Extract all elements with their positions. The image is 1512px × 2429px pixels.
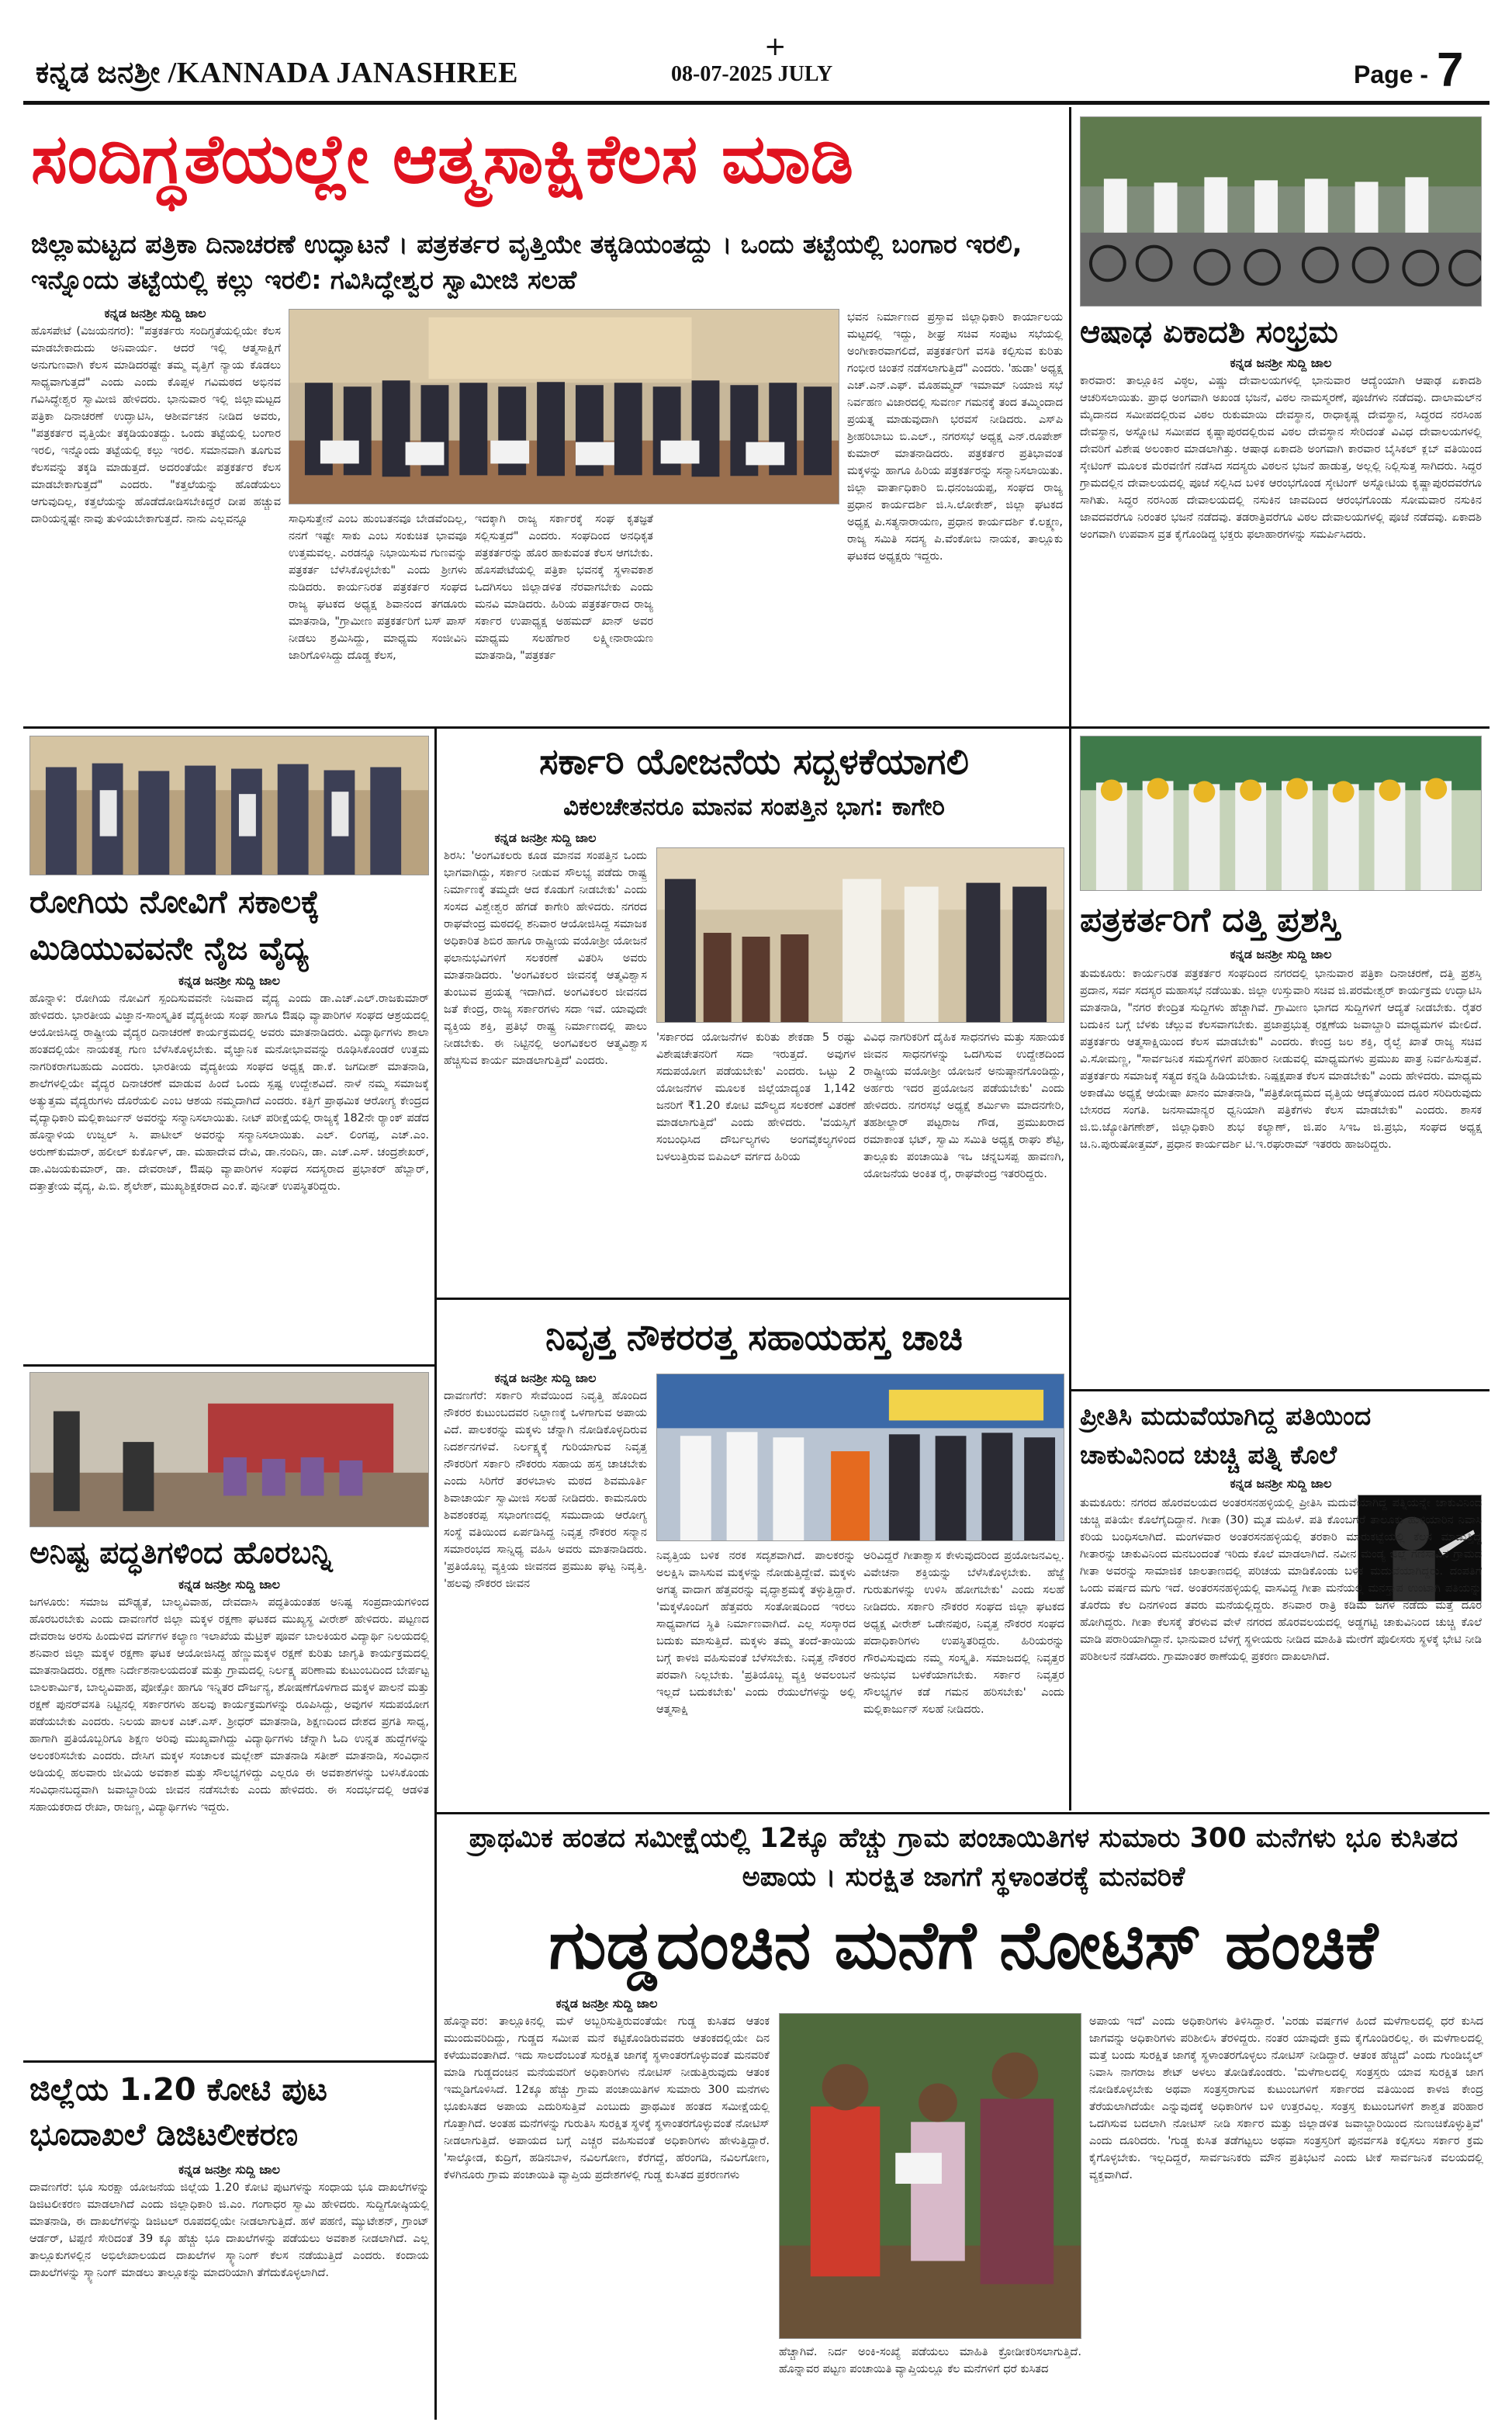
lead-body-col4: ಭವನ ನಿರ್ಮಾಣದ ಪ್ರಸ್ತಾವ ಜಿಲ್ಲಾಧಿಕಾರಿ ಕಾರ್ಯಾಲಯ ಮಟ್ಟದಲ್ಲಿ ಇದ್ದು, ಶೀಘ್ರ ಸಚಿವ ಸಂಪುಟ ಸಭೆಯಲ್ಲಿ ಅಂಗೀಕಾರವಾಗಲಿದೆ, ಪತ್ರಕರ್ತರಿಗೆ ವಸತಿ ಕಲ್ಪಿಸುವ ಕುರಿತು ಗಂಭೀರ ಚಿಂತನೆ ನಡೆಸಲಾಗುತ್ತಿದೆ" ಎಂದರು. 'ಹುಡಾ' ಅಧ್ಯಕ್ಷ ಎಚ್.ಎನ್.ಎಫ್. ಮೊಹಮ್ಮದ್ ಇಮಾಮ್ ನಿಯಾಜಿ ಸಭೆ ನಿರ್ವಹಣ ವಿಜಾರದಲ್ಲಿ ಸುವರ್ಣ ಗಮನಕ್ಕೆ ತಂದ ತಮ್ಮಿಂದಾದ ಪ್ರಯತ್ನ ಮಾಡುವುದಾಗಿ ಭರವಸೆ ನೀಡಿದರು. ಎಸ್‌ಪಿ ಶ್ರೀಹರಿಬಾಬು ಬಿ.ಎಲ್., ನಗರಸಭೆ ಅಧ್ಯಕ್ಷ ಎನ್.ರೂಪೇಶ್ ಕುಮಾರ್ ಮಾತನಾಡಿದರು. ಪತ್ರಕರ್ತರ ಪ್ರತಿಭಾವಂತ ಮಕ್ಕಳನ್ನು ಹಾಗೂ ಹಿರಿಯ ಪತ್ರಕರ್ತರನ್ನು ಸನ್ಮಾನಿಸಲಾಯಿತು. ಜಿಲ್ಲಾ ವಾರ್ತಾಧಿಕಾರಿ ಬಿ.ಧನಂಜಯಪ್ಪ, ಸಂಘದ ರಾಜ್ಯ ಪ್ರಧಾನ ಕಾರ್ಯದರ್ಶಿ ಜಿ.ಸಿ.ಲೋಕೇಶ್, ಜಿಲ್ಲಾ ಘಟಕದ ಅಧ್ಯಕ್ಷ ಪಿ.ಸತ್ಯನಾರಾಯಣ, ಪ್ರಧಾನ ಕಾರ್ಯದರ್ಶಿ ಕೆ.ಲಕ್ಷ್ಮಣ, ರಾಜ್ಯ ಸಮಿತಿ ಸದಸ್ಯ ಪಿ.ವೆಂಕೋಬ ನಾಯಕ, ತಾಲ್ಲೂಕು ಘಟಕದ ಅಧ್ಯಕ್ಷರು ಇದ್ದರು. <box>847 311 1063 563</box>
page-label: Page - <box>1354 61 1429 88</box>
masthead-title: ಕನ್ನಡ ಜನಶ್ರೀ /KANNADA JANASHREE <box>36 57 518 89</box>
retired-body-col1: ದಾವಣಗೆರೆ: ಸರ್ಕಾರಿ ಸೇವೆಯಿಂದ ನಿವೃತ್ತಿ ಹೊಂದಿದ ನೌಕರರ ಕುಟುಂಬದವರ ನಿಲ್ದಾಣಕ್ಕೆ ಒಳಗಾಗುವ ಅಪಾಯ ವಿದೆ. ಪಾಲಕರನ್ನು ಮಕ್ಕಳು ಚೆನ್ನಾಗಿ ನೋಡಿಕೊಳ್ಳದಿರುವ ನಿದರ್ಶನಗಳಿವೆ. ನಿರ್ಲಕ್ಷ್ಯಕ್ಕೆ ಗುರಿಯಾಗುವ ನಿವೃತ್ತ ನೌಕರರಿಗೆ ಸರ್ಕಾರಿ ನೌಕರರು ಸಹಾಯ ಹಸ್ತ ಚಾಚಬೇಕು ಎಂದು ಸಿರಿಗೆರೆ ತರಳಬಾಳು ಮಠದ ಶಿವಮೂರ್ತಿ ಶಿವಾಚಾರ್ಯ ಸ್ವಾಮೀಜಿ ಸಲಹೆ ನೀಡಿದರು. ಕಾಮನೂರು ಶಿವಶಂಕರಪ್ಪ ಸಭಾಂಗಣದಲ್ಲಿ ಸಮುದಾಯ ಆರೋಗ್ಯ ಸಂಸ್ಥೆ ವತಿಯಿಂದ ಏರ್ಪಡಿಸಿದ್ದ ನಿವೃತ್ತ ನೌಕರರ ಸನ್ಮಾನ ಸಮಾರಂಭದ ಸಾನ್ನಿಧ್ಯ ವಹಿಸಿ ಅವರು ಮಾತನಾಡಿದರು. 'ಪ್ರತಿಯೊಬ್ಬ ವ್ಯಕ್ತಿಯ ಜೀವನದ ಪ್ರಮುಖ ಘಟ್ಟ ನಿವೃತ್ತಿ. 'ಹಲವು ನೌಕರರ ಜೀವನ <box>444 1390 647 1590</box>
column-divider <box>434 728 437 2420</box>
scheme-headline: ಸರ್ಕಾರಿ ಯೋಜನೆಯ ಸದ್ಬಳಕೆಯಾಗಲಿ <box>539 740 969 782</box>
murder-body: ತುಮಕೂರು: ನಗರದ ಹೊರವಲಯದ ಅಂತರಸನಹಳ್ಳಿಯಲ್ಲಿ ಪ್ರೀತಿಸಿ ಮದುವೆಯಾಗಿದ್ದ ಪತ್ನಿಯನ್ನೇ ಚಾಕುವಿನಿಂದ ಚುಚ್ಚಿ ಪತಿಯೇ ಕೊಲೆಗೈದಿದ್ದಾನೆ. ಗೀತಾ (30) ಮೃತ ಮಹಿಳೆ. ಪತಿ ಕೊಂಬಗೆರೆ ತಾಲೂಕು ಹುಳಿಯಾರಿನ ನಿವಾಸಿ ಕರಿಯ ಬಂಧಿಸಲಾಗಿದೆ. ಮಂಗಳವಾರ ಅಂತರಸನಹಳ್ಳಿಯಲ್ಲಿ ತರಕಾರಿ ಮಾರುಕಟ್ಟೆಯಲ್ಲಿ ಕೆಲಸ ಮಾಡುತ್ತಿದ್ದ ಗೀತಾರನ್ನು ಚಾಕುವಿನಿಂದ ಮನಬಂದಂತೆ ಇರಿದು ಕೊಲೆ ಮಾಡಲಾಗಿದೆ. ನವೀನ ಮಂಡ್ಯ ಜಿಲ್ಲೆ ಗಣಿಸಾವಿನ ಗ್ರಾಮದ ಗೀತಾ ಅವರನ್ನು ಸಾಮಾಜಿಕ ಜಾಲತಾಣದಲ್ಲಿ ಪರಿಚಯ ಮಾಡಿಕೊಂಡು ಬಳಿಕ ಮದುವೆಯಾಗಿದ್ದರು. ದಂಪತಿಗೆ ಒಂದು ವರ್ಷದ ಮಗು ಇದೆ. ಅಂತರಸನಹಳ್ಳಿಯಲ್ಲಿ ವಾಸವಿದ್ದ ಗೀತಾ ಮನೆಯಲ್ಲಿ ಮನಸ್ತಾಪ ಉಂಟಾಗಿ ಪತಿಯನ್ನು ತೊರೆದು ಕೆಲ ದಿನಗಳಿಂದ ತವರು ಮನೆಯಲ್ಲಿದ್ದರು. ಶನಿವಾರ ರಾತ್ರಿ ಕಡಿಮೆ ಜಗಳ ನಡೆದು ಮತ್ತೆ ದೂರ ಹೋಗಿದ್ದರು. ಗೀತಾ ಕೆಲಸಕ್ಕೆ ತೆರಳುವ ವೇಳೆ ನಗರದ ಹೊರವಲಯದಲ್ಲಿ ಅಡ್ಡಗಟ್ಟಿ ಚಾಕುವಿನಿಂದ ಚುಚ್ಚಿ ಕೊಲೆ ಮಾಡಿ ಪರಾರಿಯಾಗಿದ್ದಾನೆ. ಭಾನುವಾರ ಬೆಳಗ್ಗೆ ಸ್ಥಳೀಯರು ನೀಡಿದ ಮಾಹಿತಿ ಮೇರೆಗೆ ಪೊಲೀಸರು ಸ್ಥಳಕ್ಕೆ ಭೇಟಿ ನೀಡಿ ಪರಿಶೀಲನೆ ನಡೆಸಿದರು. ಗ್ರಾಮಾಂತರ ಠಾಣೆಯಲ್ಲಿ ಪ್ರಕರಣ ದಾಖಲಾಗಿದೆ. <box>1080 1497 1482 1663</box>
award-ceremony-photo <box>1080 736 1482 891</box>
notice-byline: ಕನ್ನಡ ಜನಶ್ರೀ ಸುದ್ದಿ ಜಾಲ <box>555 1996 658 2011</box>
column-divider <box>1069 107 1071 728</box>
scheme-body-col1: ಶಿರಸಿ: 'ಅಂಗವಿಕಲರು ಕೂಡ ಮಾನವ ಸಂಪತ್ತಿನ ಒಂದು ಭಾಗವಾಗಿದ್ದು, ಸರ್ಕಾರ ನೀಡುವ ಸೌಲಭ್ಯ ಪಡೆದು ರಾಷ್ಟ್ರ ನಿರ್ಮಾಣಕ್ಕೆ ತಮ್ಮದೇ ಆದ ಕೊಡುಗೆ ನೀಡಬೇಕು' ಎಂದು ಸಂಸದ ವಿಶ್ವೇಶ್ವರ ಹೆಗಡೆ ಕಾಗೇರಿ ಹೇಳಿದರು. ನಗರದ ರಾಘವೇಂದ್ರ ಮಠದಲ್ಲಿ ಶನಿವಾರ ಆಯೋಜಿಸಿದ್ದ ಸಮಾಜಕ ಅಧಿಕಾರಿತ ಶಿಬಿರ ಹಾಗೂ ರಾಷ್ಟ್ರೀಯ ವಯೋಶ್ರೀ ಯೋಜನೆ ಫಲಾನುಭವಿಗಳಿಗೆ ಸಲಕರಣೆ ವಿತರಿಸಿ ಅವರು ಮಾತನಾಡಿದರು. 'ಅಂಗವಿಕಲರ ಜೀವನಕ್ಕೆ ಆತ್ಮವಿಶ್ವಾಸ ತುಂಬುವ ಪ್ರಯತ್ನ ಇದಾಗಿದೆ. ಅಂಗವಿಕಲರ ಜೀವನದ ಜತೆ ಕೇಂದ್ರ, ರಾಜ್ಯ ಸರ್ಕಾರಗಳು ಸದಾ ಇವೆ. ಯಾವುದೇ ವ್ಯಕ್ತಿಯ ಶಕ್ತಿ, ಪ್ರತಿಭೆ ರಾಷ್ಟ್ರ ನಿರ್ಮಾಣದಲ್ಲಿ ಪಾಲು ನೀಡಬೇಕು. ಈ ನಿಟ್ಟಿನಲ್ಲಿ ಅಂಗವಿಕಲರ ಆತ್ಮವಿಶ್ವಾಸ ಹೆಚ್ಚಿಸುವ ಕಾರ್ಯ ಮಾಡಲಾಗುತ್ತಿದೆ' ಎಂದರು. <box>444 850 647 1067</box>
grant-body: ತುಮಕೂರು: ಕಾರ್ಯನಿರತ ಪತ್ರಕರ್ತರ ಸಂಘದಿಂದ ನಗರದಲ್ಲಿ ಭಾನುವಾರ ಪತ್ರಿಕಾ ದಿನಾಚರಣೆ, ದತ್ತಿ ಪ್ರಶಸ್ತಿ ಪ್ರದಾನ, ಸರ್ವ ಸದಸ್ಯರ ಮಹಾಸಭೆ ನಡೆಯಿತು. ಜಿಲ್ಲಾ ಉಸ್ತುವಾರಿ ಸಚಿವ ಜಿ.ಪರಮೇಶ್ವರ್ ಕಾರ್ಯಕ್ರಮ ಉದ್ಘಾಟಿಸಿ ಮಾತನಾಡಿ, "ನಗರ ಕೇಂದ್ರಿತ ಸುದ್ದಿಗಳು ಹೆಚ್ಚಾಗಿವೆ. ಗ್ರಾಮೀಣ ಭಾಗದ ಸುದ್ದಿಗಳಿಗೆ ಆದ್ಯತೆ ನೀಡಬೇಕು. ರೈತರ ಬದುಕಿನ ಬಗ್ಗೆ ಬೆಳಕು ಚೆಲ್ಲುವ ಕೆಲಸವಾಗಬೇಕು. ಪ್ರಜಾಪ್ರಭುತ್ವ ರಕ್ಷಣೆಯ ಜವಾಬ್ದಾರಿ ಮಾಧ್ಯಮಗಳ ಮೇಲಿದೆ. ಪತ್ರಕರ್ತರು ಆತ್ಮಸಾಕ್ಷಿಯಿಂದ ಕೆಲಸ ಮಾಡಬೇಕು" ಎಂದರು. ಕೇಂದ್ರ ಜಲ ಶಕ್ತಿ, ರೈಲ್ವೆ ಖಾತೆ ರಾಜ್ಯ ಸಚಿವ ವಿ.ಸೋಮಣ್ಣ, "ಸಾರ್ವಜನಿಕ ಸಮಸ್ಯೆಗಳಿಗೆ ಪರಿಹಾರ ನೀಡುವಲ್ಲಿ ಮಾಧ್ಯಮಗಳು ಪ್ರಮುಖ ಪಾತ್ರ ನಿರ್ವಹಿಸುತ್ತವೆ. ಪತ್ರಕರ್ತರು ಸಮಾಜಕ್ಕೆ ಸತ್ಯದ ಕನ್ನಡಿ ಹಿಡಿಯಬೇಕು. ನಿಷ್ಪಕ್ಷಪಾತ ಕೆಲಸ ಮಾಡಬೇಕು" ಎಂದು ಹೇಳಿದರು. ಮಾಧ್ಯಮ ಅಕಾಡೆಮಿ ಅಧ್ಯಕ್ಷೆ ಆಯೇಷಾ ಖಾನಂ ಮಾತನಾಡಿ, "ಪತ್ರಿಕೋದ್ಯಮದ ವೃತ್ತಿಯ ಆದ್ಯತೆಯಿಂದ ದೂರ ಸರಿದಿರುವುದು ಬೇಸರದ ಸಂಗತಿ. ಜನಸಾಮಾನ್ಯರ ಧ್ವನಿಯಾಗಿ ಪತ್ರಿಕೆಗಳು ಕೆಲಸ ಮಾಡಬೇಕು" ಎಂದರು. ಶಾಸಕ ಜಿ.ಬಿ.ಜ್ಯೋತಿಗಣೇಶ್, ಜಿಲ್ಲಾಧಿಕಾರಿ ಶುಭ ಕಲ್ಯಾಣ್, ಜಿ.ಪಂ ಸಿಇಒ ಜಿ.ಪ್ರಭು, ಸಂಘದ ಅಧ್ಯಕ್ಷ ಚಿ.ನಿ.ಪುರುಷೋತ್ತಮ್, ಪ್ರಧಾನ ಕಾರ್ಯದರ್ಶಿ ಟಿ.ಇ.ರಘುರಾಮ್ ಇತರರು ಹಾಜರಿದ್ದರು. <box>1080 968 1482 1151</box>
cyclists-photo <box>1080 116 1482 307</box>
doctor-byline: ಕನ್ನಡ ಜನಶ್ರೀ ಸುದ್ದಿ ಜಾಲ <box>178 973 281 988</box>
notice-body-caption: ಹೆಚ್ಚಾಗಿವೆ. ನಿರ್ದ ಅಂಕಿ-ಸಂಖ್ಯೆ ಪಡೆಯಲು ಮಾಹಿತಿ ಕ್ರೋಡೀಕರಿಸಲಾಗುತ್ತಿದೆ. ಹೊನ್ನಾವರ ಪಟ್ಟಣ ಪಂಚಾಯಿತಿ ವ್ಯಾಪ್ತಿಯಲ್ಲೂ ಕೆಲ ಮನೆಗಳಿಗೆ ಧರೆ ಕುಸಿತದ <box>779 2346 1081 2375</box>
retired-headline: ನಿವೃತ್ತ ನೌಕರರತ್ತ ಸಹಾಯಹಸ್ತ ಚಾಚಿ <box>545 1316 963 1358</box>
masthead-rule <box>23 101 1490 105</box>
lead-body-col2: ಸಾಧಿಸುತ್ತೇನೆ ಎಂಬ ಹುಂಬತನವೂ ಬೇಡವೆಂದಿಲ್ಲ, ನನಗೆ ಇಷ್ಟೇ ಸಾಕು ಎಂಬ ಸಂಕುಚಿತ ಭಾವವೂ ಉತ್ತಮವಲ್ಲ. ಎರಡನ್ನೂ ನಿಭಾಯಿಸುವ ಗುಣವನ್ನು ಪತ್ರಕರ್ತ ಬೆಳೆಸಿಕೊಳ್ಳಬೇಕು" ಎಂದು ಶ್ರೀಗಳು ನುಡಿದರು. ಕಾರ್ಯನಿರತ ಪತ್ರಕರ್ತರ ಸಂಘದ ರಾಜ್ಯ ಘಟಕದ ಅಧ್ಯಕ್ಷ ಶಿವಾನಂದ ತಗಡೂರು ಮಾತನಾಡಿ, "ಗ್ರಾಮೀಣ ಪತ್ರಕರ್ತರಿಗೆ ಬಸ್ ಪಾಸ್ ನೀಡಲು ಶ್ರಮಿಸಿದ್ದು, ಮಾಧ್ಯಮ ಸಂಜೀವಿನಿ ಜಾರಿಗೊಳಿಸಿದ್ದು ದೊಡ್ಡ ಕೆಲಸ, <box>289 513 467 662</box>
lead-headline: ಸಂದಿಗ್ಧತೆಯಲ್ಲೇ ಆತ್ಮಸಾಕ್ಷಿಕೆಲಸ ಮಾಡಿ <box>31 119 854 199</box>
land-headline: ಜಿಲ್ಲೆಯ 1.20 ಕೋಟಿ ಪುಟ ಭೂದಾಖಲೆ ಡಿಜಿಟಲೀಕರಣ <box>29 2072 327 2153</box>
retired-felicitation-photo <box>656 1374 1064 1541</box>
scheme-subhead: ವಿಕಲಚೇತನರೂ ಮಾನವ ಸಂಪತ್ತಿನ ಭಾಗ: ಕಾಗೇರಿ <box>563 793 945 821</box>
murder-headline: ಪ್ರೀತಿಸಿ ಮದುವೆಯಾಗಿದ್ದ ಪತಿಯಿಂದ ಚಾಕುವಿನಿಂದ ಚುಚ್ಚಿ ಪತ್ನಿ ಕೊಲೆ <box>1080 1401 1372 1470</box>
practices-byline: ಕನ್ನಡ ಜನಶ್ರೀ ಸುದ್ದಿ ಜಾಲ <box>178 1577 281 1592</box>
retired-body-col2: ನಿವೃತ್ತಿಯ ಬಳಿಕ ನರಕ ಸದೃಶವಾಗಿದೆ. ಪಾಲಕರನ್ನು ಅಲಕ್ಷಿಸಿ ವಾಸಿಸುವ ಮಕ್ಕಳನ್ನು ನೋಡುತ್ತಿದ್ದೇವೆ. ಮಕ್ಕಳು ಅಗತ್ಯ ವಾದಾಗ ಹೆತ್ತವರನ್ನು ವೃದ್ಧಾಶ್ರಮಕ್ಕೆ ತಳ್ಳುತ್ತಿದ್ದಾರೆ. 'ಮಕ್ಕಳೊಂದಿಗೆ ಹೆತ್ತವರು ಸಂತೋಷದಿಂದ ಇರಲು ಸಾಧ್ಯವಾಗದ ಸ್ಥಿತಿ ನಿರ್ಮಾಣವಾಗಿದೆ. ಎಲ್ಲ ಸಂಸ್ಕಾರದ ಬದುಕು ಮಾಸುತ್ತಿದೆ. ಮಕ್ಕಳು ತಮ್ಮ ತಂದೆ-ತಾಯಿಯ ಬಗ್ಗೆ ಕಾಳಜಿ ವಹಿಸುವಂತೆ ಬೆಳೆಸಬೇಕು. ನಿವೃತ್ತ ನೌಕರರ ಪರವಾಗಿ ನಿಲ್ಲಬೇಕು. 'ಪ್ರತಿಯೊಬ್ಬ ವ್ಯಕ್ತಿ ಅವಲಂಬನೆ ಇಲ್ಲದೆ ಬದುಕಬೇಕು' ಎಂದು ರೆಯುಲೆಗಳನ್ನು ಅಲ್ಲಿ ಆತ್ಮಸಾಕ್ಷಿ <box>656 1550 856 1716</box>
scheme-body-col3: ವಿವಿಧ ನಾಗರಿಕರಿಗೆ ದೈಹಿಕ ಸಾಧನಗಳು ಮತ್ತು ಸಹಾಯಕ ಜೀವನ ಸಾಧನಗಳನ್ನು ಒದಗಿಸುವ ಉದ್ದೇಶದಿಂದ ರಾಷ್ಟ್ರೀಯ ವಯೋಶ್ರೀ ಯೋಜನೆ ಅನುಷ್ಠಾನಗೊಂಡಿದ್ದು, ಅರ್ಹರು ಇದರ ಪ್ರಯೋಜನ ಪಡೆಯಬೇಕು' ಎಂದು ಹೇಳಿದರು. ನಗರಸಭೆ ಅಧ್ಯಕ್ಷೆ ಶರ್ಮಿಳಾ ಮಾದನಗೇರಿ, ತಹಶೀಲ್ದಾರ್ ಪಟ್ಟರಾಜ ಗೌಡ, ಪ್ರಮುಖರಾದ ರಮಾಕಾಂತ ಭಟ್, ಸ್ವಾಮಿ ಸಮಿತಿ ಅಧ್ಯಕ್ಷ ರಾಘು ಶೆಟ್ಟಿ, ತಾಲ್ಲೂಕು ಪಂಚಾಯಿತಿ ಇಒ ಚನ್ನಬಸಪ್ಪ ಹಾವಣಗಿ, ಯೋಜನೆಯ ಅಂಕಿತ ರೈ, ರಾಘವೇಂದ್ರ ಇತರರಿದ್ದರು. <box>863 1031 1064 1180</box>
section-rule <box>23 1364 434 1367</box>
issue-date: 08-07-2025 JULY <box>671 62 833 86</box>
scheme-byline: ಕನ್ನಡ ಜನಶ್ರೀ ಸುದ್ದಿ ಜಾಲ <box>494 830 597 845</box>
ekadashi-headline: ಆಷಾಢ ಏಕಾದಶಿ ಸಂಭ್ರಮ <box>1080 314 1338 350</box>
page-number: 7 <box>1437 43 1464 97</box>
land-body: ದಾವಣಗೆರೆ: ಭೂ ಸುರಕ್ಷಾ ಯೋಜನೆಯ ಜಿಲ್ಲೆಯ 1.20 ಕೋಟಿ ಪುಟಗಳನ್ನು ಸಂಧಾಯ ಭೂ ದಾಖಲೆಗಳನ್ನು ಡಿಜಿಟಲೀಕರಣ ಮಾಡಲಾಗಿದೆ ಎಂದು ಜಿಲ್ಲಾಧಿಕಾರಿ ಜಿ.ಎಂ. ಗಂಗಾಧರ ಸ್ವಾಮಿ ಹೇಳಿದರು. ಸುದ್ದಿಗೋಷ್ಠಿಯಲ್ಲಿ ಮಾತನಾಡಿ, ಈ ದಾಖಲೆಗಳನ್ನು ಡಿಜಿಟಲ್ ರೂಪದಲ್ಲಿಯೇ ನೀಡಲಾಗುತ್ತಿದೆ. ಹಳೆ ಪಹಣಿ, ಮ್ಯುಟೇಶನ್, ಗ್ರಾಂಟ್ ಆರ್ಡರ್, ಟಿಪ್ಪಣಿ ಸೇರಿದಂತೆ 39 ಕ್ಕೂ ಹೆಚ್ಚು ಭೂ ದಾಖಲೆಗಳನ್ನು ಪಡೆಯಲು ಅವಕಾಶ ನೀಡಲಾಗಿದೆ. ಎಲ್ಲ ತಾಲ್ಲೂಕುಗಳಲ್ಲಿನ ಅಭಿಲೇಖಾಲಯದ ದಾಖಲೆಗಳ ಸ್ಕ್ಯಾನಿಂಗ್ ಕೆಲಸ ನಡೆಯುತ್ತಿದೆ ಎಂದರು. ಕಂದಾಯ ದಾಖಲೆಗಳನ್ನು ಸ್ಕ್ಯಾನಿಂಗ್ ಮಾಡಲು ತಾಲ್ಲೂಕನ್ನು ಮಾದರಿಯಾಗಿ ತೆಗೆದುಕೊಳ್ಳಲಾಗಿದೆ. <box>29 2181 429 2279</box>
lead-subhead: ಜಿಲ್ಲಾಮಟ್ಟದ ಪತ್ರಿಕಾ ದಿನಾಚರಣೆ ಉದ್ಘಾಟನೆ । ಪತ್ರಕರ್ತರ ವೃತ್ತಿಯೇ ತಕ್ಕಡಿಯಂತದ್ದು । ಒಂದು ತಟ್ಟೆಯಲ್ಲಿ ಬಂಗಾರ ಇರಲಿ, ಇನ್ನೊಂದು ತಟ್ಟೆಯಲ್ಲಿ ಕಲ್ಲು ಇರಲಿ: ಗವಿಸಿದ್ಧೇಶ್ವರ ಸ್ವಾಮೀಜಿ ಸಲಹೆ <box>31 229 1022 295</box>
awareness-program-photo <box>29 1372 429 1527</box>
doctor-headline: ರೋಗಿಯ ನೋವಿಗೆ ಸಕಾಲಕ್ಕೆ ಮಿಡಿಯುವವನೇ ನೈಜ ವೈದ್ಯ <box>29 883 320 967</box>
section-rule <box>23 2060 434 2063</box>
land-byline: ಕನ್ನಡ ಜನಶ್ರೀ ಸುದ್ದಿ ಜಾಲ <box>178 2162 281 2177</box>
notice-handover-photo <box>779 2013 1081 2339</box>
grant-headline: ಪತ್ರಕರ್ತರಿಗೆ ದತ್ತಿ ಪ್ರಶಸ್ತಿ <box>1080 900 1341 940</box>
lead-body-col3: ಇದಕ್ಕಾಗಿ ರಾಜ್ಯ ಸರ್ಕಾರಕ್ಕೆ ಸಂಘ ಕೃತಜ್ಞತೆ ಸಲ್ಲಿಸುತ್ತದೆ" ಎಂದರು. ಸಂಘದಿಂದ ಅನಧಿಕೃತ ಪತ್ರಕರ್ತರನ್ನು ಹೊರ ಹಾಕುವಂತ ಕೆಲಸ ಆಗಬೇಕು. ಹೊಸಪೇಟೆಯಲ್ಲಿ ಪತ್ರಿಕಾ ಭವನಕ್ಕೆ ಸ್ಥಳಾವಕಾಶ ಒದಗಿಸಲು ಜಿಲ್ಲಾಡಳಿತ ನೆರವಾಗಬೇಕು ಎಂದು ಮನವಿ ಮಾಡಿದರು. ಹಿರಿಯ ಪತ್ರಕರ್ತರಾದ ರಾಜ್ಯ ಸರ್ಕಾರ ಉಪಾಧ್ಯಕ್ಷ ಅಹಮದ್ ಖಾನ್ ಅವರ ಮಾಧ್ಯಮ ಸಲಹೆಗಾರ ಲಕ್ಷ್ಮೀನಾರಾಯಣ ಮಾತನಾಡಿ, "ಪತ್ರಕರ್ತ <box>475 513 653 662</box>
ekadashi-byline: ಕನ್ನಡ ಜನಶ್ರೀ ಸುದ್ದಿ ಜಾಲ <box>1230 355 1332 370</box>
doctors-day-photo <box>29 736 429 875</box>
section-rule <box>23 726 1490 729</box>
retired-byline: ಕನ್ನಡ ಜನಶ್ರೀ ಸುದ್ದಿ ಜಾಲ <box>494 1370 597 1385</box>
lead-body-col1: ಹೊಸಪೇಟೆ (ವಿಜಯನಗರ): "ಪತ್ರಕರ್ತರು ಸಂದಿಗ್ಧತೆಯಲ್ಲಿಯೇ ಕೆಲಸ ಮಾಡಬೇಕಾದುದು ಅನಿವಾರ್ಯ. ಆದರೆ ಇಲ್ಲಿ ಆತ್ಮಸಾಕ್ಷಿಗೆ ಅನುಗುಣವಾಗಿ ಕೆಲಸ ಮಾಡಿದರಷ್ಟೇ ತಮ್ಮ ವೃತ್ತಿಗೆ ನ್ಯಾಯ ಕೊಡಲು ಸಾಧ್ಯವಾಗುತ್ತದೆ" ಎಂದು ಎಂದು ಕೊಪ್ಪಳ ಗವಿಮಠದ ಅಭಿನವ ಗವಿಸಿದ್ಧೇಶ್ವರ ಸ್ವಾಮೀಜಿ ಹೇಳಿದರು. ಭಾನುವಾರ ಇಲ್ಲಿ ಜಿಲ್ಲಾಮಟ್ಟದ ಪತ್ರಿಕಾ ದಿನಾಚರಣೆ ಉದ್ಘಾಟಿಸಿ, ಆಶೀರ್ವಚನ ನೀಡಿದ ಅವರು, "ಪತ್ರಕರ್ತರ ವೃತ್ತಿಯೇ ತಕ್ಕಡಿಯಂತದ್ದು. ಒಂದು ತಟ್ಟೆಯಲ್ಲಿ ಬಂಗಾರ ಇರಲಿ, ಇನ್ನೊಂದು ತಟ್ಟೆಯಲ್ಲಿ ಕಲ್ಲು ಇರಲಿ. ಸಮಾನವಾಗಿ ತೂಗುವ ಕೆಲಸವನ್ನು ತಕ್ಕಡಿ ಮಾಡುತ್ತದೆ. ಅದರಂತೆಯೇ ಪತ್ರಕರ್ತರ ಕೆಲಸ ಮಾಡಬೇಕಾಗುತ್ತದೆ" ಎಂದರು. "ಕತ್ತಲೆಯನ್ನು ಹೊಡೆಯಲು ಆಗುವುದಿಲ್ಲ, ಕತ್ತಲೆಯನ್ನು ಹೊಡೆದೋಡಿಸಬೇಕಿದ್ದರೆ ದೀಪ ಹಚ್ಚುವ ದಾರಿಯನ್ನಷ್ಟೇ ನಾವು ತುಳಿಯಬೇಕಾಗುತ್ತದೆ. ನಾನು ಎಲ್ಲವನ್ನೂ <box>31 325 281 525</box>
doctor-body: ಹೊನ್ನಾಳಿ: ರೋಗಿಯ ನೋವಿಗೆ ಸ್ಪಂದಿಸುವವನೇ ನಿಜವಾದ ವೈದ್ಯ ಎಂದು ಡಾ.ಎಚ್.ಎಲ್.ರಾಜಕುಮಾರ್ ಹೇಳಿದರು. ಭಾರತೀಯ ವಿಜ್ಞಾನ-ಸಾಂಸ್ಕೃತಿಕ ವೈದ್ಯಕೀಯ ಸಂಘ ಹಾಗೂ ಔಷಧಿ ವ್ಯಾಪಾರಿಗಳ ಸಂಘದ ಆಶ್ರಯದಲ್ಲಿ ಆಯೋಜಿಸಿದ್ದ ರಾಷ್ಟ್ರೀಯ ವೈದ್ಯರ ದಿನಾಚರಣೆ ಕಾರ್ಯಕ್ರಮದಲ್ಲಿ ಅವರು ಮಾತನಾಡಿದರು. ವಿದ್ಯಾರ್ಥಿಗಳು ಶಾಲಾ ಹಂತದಲ್ಲಿಯೇ ನಾಯಕತ್ವ ಗುಣ ಬೆಳೆಸಿಕೊಳ್ಳಬೇಕು. ವೈಜ್ಞಾನಿಕ ಮನೋಭಾವವನ್ನು ರೂಢಿಸಿಕೊಂಡರೆ ಉತ್ತಮ ನಾಗರಿಕರಾಗಬಹುದು ಎಂದರು. ಭಾರತೀಯ ವೈದ್ಯಕೀಯ ಸಂಘದ ಅಧ್ಯಕ್ಷ ಡಾ.ಕೆ. ಜಗದೀಶ್ ಮಾತನಾಡಿ, ಶಾಲೆಗಳಲ್ಲಿಯೇ ವೈದ್ಯರ ದಿನಾಚರಣೆ ಮಾಡುವ ಹಿಂದೆ ಒಂದು ಸ್ಪಷ್ಟ ಉದ್ದೇಶವಿದೆ. ನಾಳೆ ನಮ್ಮ ಸಮಾಜಕ್ಕೆ ಅತ್ಯುತ್ತಮ ವೈದ್ಯರುಗಳು ದೊರೆಯಲಿ ಎಂಬ ಆಶಯ ನಮ್ಮದಾಗಿದೆ ಎಂದರು. ಕತ್ತಿಗೆ ಪ್ರಾಥಮಿಕ ಆರೋಗ್ಯ ಕೇಂದ್ರದ ವೈದ್ಯಾಧಿಕಾರಿ ಮಲ್ಲಿಕಾರ್ಜುನ್ ಅವರನ್ನು ಸನ್ಮಾನಿಸಲಾಯಿತು. ನೀಟ್ ಪರೀಕ್ಷೆಯಲ್ಲಿ ರಾಜ್ಯಕ್ಕೆ 182ನೇ ರ‍್ಯಾಂಕ್ ಪಡೆದ ಹೊನ್ನಾಳಿಯ ಉಜ್ವಲ್ ಸಿ. ಪಾಟೀಲ್ ಅವರನ್ನು ಸನ್ಮಾನಿಸಲಾಯಿತು. ಎಲ್. ಲಿಂಗಪ್ಪ, ಎಚ್.ಎಂ. ಅರುಣ್‌ಕುಮಾರ್, ಹಲೀಲ್ ಕುರ್ಕೊಳ್, ಡಾ. ಮಹಾದೇವ ದೇವಿ, ಡಾ.ನಂದಿನಿ, ಡಾ. ಎಚ್.ಎಸ್. ಚಂದ್ರಶೇಖರ್, ಡಾ.ವಿಜಯಕುಮಾರ್, ಡಾ. ದೇವರಾಜ್, ಔಷಧಿ ವ್ಯಾಪಾರಿಗಳ ಸಂಘದ ಸದಸ್ಯರಾದ ಪ್ರಭಾಕರ್ ಹೆಬ್ಬಾರ್, ದತ್ತಾತ್ರೇಯ ವೈದ್ಯ, ಪಿ.ಬಿ. ಶೈಲೇಶ್, ಮುಖ್ಯಶಿಕ್ಷಕರಾದ ಎಂ.ಕೆ. ಪುನೀತ್ ಉಪಸ್ಥಿತರಿದ್ದರು. <box>29 993 429 1193</box>
scheme-body-col2: 'ಸರ್ಕಾರದ ಯೋಜನೆಗಳ ಕುರಿತು ಶೇಕಡಾ 5 ರಷ್ಟು ವಿಶೇಷಚೇತನರಿಗೆ ಸದಾ ಇರುತ್ತದೆ. ಅವುಗಳ ಸದುಪಯೋಗ ಪಡೆಯಬೇಕು' ಎಂದರು. ಒಟ್ಟು 2 ಯೋಜನೆಗಳ ಮೂಲಕ ಜಿಲ್ಲೆಯಾದ್ಯಂತ 1,142 ಜನರಿಗೆ ₹1.20 ಕೋಟಿ ಮೌಲ್ಯದ ಸಲಕರಣೆ ವಿತರಣೆ ಮಾಡಲಾಗುತ್ತಿದೆ' ಎಂದು ಹೇಳಿದರು. 'ವಯಸ್ಸಿಗೆ ಸಂಬಂಧಿಸಿದ ದೌರ್ಬಲ್ಯಗಳು ಅಂಗವೈಕಲ್ಯಗಳಿಂದ ಬಳಲುತ್ತಿರುವ ಬಿಪಿಎಲ್ ವರ್ಗದ ಹಿರಿಯ <box>656 1031 856 1163</box>
notice-headline: ಗುಡ್ಡದಂಚಿನ ಮನೆಗೆ ನೋಟಿಸ್ ಹಂಚಿಕೆ <box>548 1907 1379 1984</box>
notice-body-col1: ಹೊನ್ನಾವರ: ತಾಲ್ಲೂಕಿನಲ್ಲಿ ಮಳೆ ಅಬ್ಬರಿಸುತ್ತಿರುವಂತೆಯೇ ಗುಡ್ಡ ಕುಸಿತದ ಆತಂಕ ಮುಂದುವರಿದಿದ್ದು, ಗುಡ್ಡದ ಸಮೀಪ ಮನೆ ಕಟ್ಟಿಕೊಂಡಿರುವವರು ಆತಂಕದಲ್ಲಿಯೇ ದಿನ ಕಳೆಯುವಂತಾಗಿದೆ. ಇದು ಸಾಲದೆಂಬಂತೆ ಸುರಕ್ಷಿತ ಜಾಗಕ್ಕೆ ಸ್ಥಳಾಂತರಗೊಳ್ಳುವಂತೆ ಮನವರಿಕೆ ಮಾಡಿ ಗುಡ್ಡದಂಚಿನ ಮನೆಯವರಿಗೆ ಅಧಿಕಾರಿಗಳು ನೋಟಿಸ್ ನೀಡುತ್ತಿರುವುದು ಆತಂಕ ಇಮ್ಮಡಿಗೊಳಿಸಿದೆ. 12ಕ್ಕೂ ಹೆಚ್ಚು ಗ್ರಾಮ ಪಂಚಾಯಿತಿಗಳ ಸುಮಾರು 300 ಮನೆಗಳು ಭೂಕುಸಿತದ ಅಪಾಯ ಎದುರಿಸುತ್ತಿವೆ ಎಂಬುದು ಪ್ರಾಥಮಿಕ ಹಂತದ ಸಮೀಕ್ಷೆಯಲ್ಲಿ ಗೊತ್ತಾಗಿದೆ. ಅಂತಹ ಮನೆಗಳನ್ನು ಗುರುತಿಸಿ ಸುರಕ್ಷಿತ ಸ್ಥಳಕ್ಕೆ ಸ್ಥಳಾಂತರಗೊಳ್ಳುವಂತೆ ನೋಟಿಸ್ ನೀಡಲಾಗುತ್ತಿದೆ. ಅಪಾಯದ ಬಗ್ಗೆ ಎಚ್ಚರ ವಹಿಸುವಂತೆ ಅಧಿಕಾರಿಗಳು ಹೇಳುತ್ತಿದ್ದಾರೆ. 'ಸಾಲ್ಕೋಡ, ಕುದ್ರಿಗೆ, ಹಡಿನಬಾಳ, ನವಿಲಗೋಣ, ಕೆರೆಗದ್ದೆ, ಹೆರಂಗಡಿ, ನವಿಲಗೋಣ, ಕೆಳಗಿನೂರು ಗ್ರಾಮ ಪಂಚಾಯಿತಿ ವ್ಯಾಪ್ತಿಯ ಪ್ರದೇಶಗಳಲ್ಲಿ ಗುಡ್ಡ ಕುಸಿತದ ಪ್ರಕರಣಗಳು <box>444 2015 770 2181</box>
section-rule <box>437 1298 1069 1300</box>
practices-body: ಜಗಳೂರು: ಸಮಾಜ ಮೌಢ್ಯತೆ, ಬಾಲ್ಯವಿವಾಹ, ದೇವದಾಸಿ ಪದ್ಧತಿಯಂತಹ ಅನಿಷ್ಟ ಸಂಪ್ರದಾಯಗಳಿಂದ ಹೊರಬರಬೇಕು ಎಂದು ದಾವಣಗೆರೆ ಜಿಲ್ಲಾ ಮಕ್ಕಳ ರಕ್ಷಣಾ ಘಟಕದ ಮುಖ್ಯಸ್ಥ ವೀರೇಶ್ ಹೇಳಿದರು. ಪಟ್ಟಣದ ದೇವರಾಜ ಅರಸು ಹಿಂದುಳಿದ ವರ್ಗಗಳ ಕಲ್ಯಾಣ ಇಲಾಖೆಯ ಮೆಟ್ರಿಕ್ ಪೂರ್ವ ಬಾಲಕಿಯರ ವಿದ್ಯಾರ್ಥಿ ನಿಲಯದಲ್ಲಿ ಶನಿವಾರ ಜಿಲ್ಲಾ ಮಕ್ಕಳ ರಕ್ಷಣಾ ಘಟಕ ಆಯೋಜಿಸಿದ್ದ ಹೆಣ್ಣುಮಕ್ಕಳ ರಕ್ಷಣೆ ಕುರಿತು ಜಾಗೃತಿ ಕಾರ್ಯಕ್ರಮದಲ್ಲಿ ಮಾತನಾಡಿದರು. ರಕ್ಷಣಾ ನಿರ್ದೇಶನಾಲಯದಂತೆ ಮತ್ತು ಗ್ರಾಮದಲ್ಲಿ ನಿರ್ಲಕ್ಷ್ಯ ಪರಿಣಾಮ ಕುಟುಂಬದಿಂದ ಬೇರ್ಪಟ್ಟ ಬಾಲಕಾರ್ಮಿಕ, ಬಾಲ್ಯವಿವಾಹ, ಪೋಕ್ಸೋ ಹಾಗೂ ಇನ್ನಿತರ ದೌರ್ಜನ್ಯ, ಶೋಷಣೆಗೊಳಗಾದ ಮಕ್ಕಳ ಪಾಲನೆ ಮತ್ತು ರಕ್ಷಣೆ ಪುನರ್‌ವಸತಿ ನಿಟ್ಟಿನಲ್ಲಿ ಸರ್ಕಾರಗಳು ಹಲವು ಕಾರ್ಯಕ್ರಮಗಳನ್ನು ರೂಪಿಸಿದ್ದು, ಅವುಗಳ ಸದುಪಯೋಗ ಪಡೆಯಬೇಕು ಎಂದರು. ನಿಲಯ ಪಾಲಕ ಎಚ್.ಎಸ್. ಶ್ರೀಧರ್ ಮಾತನಾಡಿ, ಶಿಕ್ಷಣದಿಂದ ದೇಶದ ಪ್ರಗತಿ ಸಾಧ್ಯ, ಹಾಗಾಗಿ ಪ್ರತಿಯೊಬ್ಬರಿಗೂ ಶಿಕ್ಷಣ ಅರಿವು ಮುಖ್ಯವಾಗಿದ್ದು ವಿದ್ಯಾರ್ಥಿಗಳು ಚೆನ್ನಾಗಿ ಓದಿ ಉನ್ನತ ಹುದ್ದೆಗಳನ್ನು ಅಲಂಕರಿಸಬೇಕು ಎಂದರು. ದೇಸಿಗ ಮಕ್ಕಳ ಸಂಚಾಲಕ ಮಲ್ಲೇಶ್ ಮಾತನಾಡಿ ಸತೀಶ್ ಮಾತನಾಡಿ, ಸಂವಿಧಾನ ಅಡಿಯಲ್ಲಿ ಹಲವಾರು ಜೀವಿಯ ಅವಕಾಶ ಮತ್ತು ಸೌಲಭ್ಯಗಳಿದ್ದು ಎಲ್ಲರೂ ಈ ಅವಕಾಶಗಳನ್ನು ಬಳಸಿಕೊಂಡು ಸಂವಿಧಾನಬದ್ಧವಾಗಿ ಜವಾಬ್ದಾರಿಯ ಜೀವನ ನಡೆಸಬೇಕು ಎಂದು ಹೇಳಿದರು. ಈ ಸಂದರ್ಭದಲ್ಲಿ ಆಡಳಿತ ಸಹಾಯಕರಾದ ರೇಖಾ, ರಾಜಣ್ಣ, ವಿದ್ಯಾರ್ಥಿಗಳು ಇದ್ದರು. <box>29 1596 429 1814</box>
ekadashi-body: ಕಾರವಾರ: ತಾಲ್ಲೂಕಿನ ವಿಠ್ಠಲ, ವಿಷ್ಣು ದೇವಾಲಯಗಳಲ್ಲಿ ಭಾನುವಾರ ಆದ್ಯೆಂಯಾಗಿ ಆಷಾಢ ಏಕಾದಶಿ ಆಚರಿಸಲಾಯಿತು. ಪ್ರಾಧ ಅಂಗವಾಗಿ ಅಖಂಡ ಭಜನೆ, ವಿಠಲ ನಾಮಸ್ಮರಣೆ, ಪೂಜೆಗಳು ನಡೆದವು. ದಾಲಾಮಲ್‌ನ ಮೈದಾನದ ಸಮೀಪದಲ್ಲಿರುವ ವಿಠಲ ರುಕುಮಾಯಿ ದೇವಸ್ಥಾನ, ರಾಧಾಕೃಷ್ಣ ದೇವಸ್ಥಾನ, ಸಿದ್ಧರದ ನರಸಿಂಹ ದೇವಸ್ಥಾನ, ಅಸ್ನೋಟಿ ಸಮೀಪದ ಕೃಷ್ಣಾಪುರದಲ್ಲಿರುವ ವಿಠಲ ದೇವಸ್ಥಾನ ಸೇರಿದಂತೆ ವಿವಿಧ ದೇವಾಲಯಗಳಲ್ಲಿ ದೇವರಿಗೆ ವಿಶೇಷ ಅಲಂಕಾರ ಮಾಡಲಾಗಿತ್ತು. ಆಷಾಢ ಏಕಾದಶಿ ಅಂಗವಾಗಿ ಕಾರವಾರ ಬೈಸಿಕಲ್ ಕ್ಲಬ್ ವತಿಯಿಂದ ಸ್ಕೇಟಿಂಗ್ ಮೂಲಕ ಮೆರವಣಿಗೆ ನಡೆಸಿದ ಸದಸ್ಯರು ವಿಠಲನ ಭಜನೆ ಹಾಡುತ್ತ, ಅಲ್ಲಲ್ಲಿ ನಿಲ್ಲಿಸುತ್ತ ಸಾಗಿದರು. ಸಿದ್ಧರ ಗ್ರಾಮದಲ್ಲಿನ ದೇವಾಲಯದಲ್ಲಿ ಪೂಜೆ ಸಲ್ಲಿಸಿದ ಬಳಿಕ ಆರಂಭಗೊಂಡ ಸ್ಕೇಟಿಂಗ್ ಅಸ್ನೋಟಿಯ ಕೃಷ್ಣಾಪುರದವರೆಗೂ ಸಾಗಿತು. ಸಿದ್ಧರ ನರಸಿಂಹ ದೇವಾಲಯದಲ್ಲಿ ನಸುಕಿನ ಜಾವದಿಂದ ಆರಂಭಗೊಂಡು ಸೋಮವಾರ ನಸುಕಿನ ಜಾವದವರೆಗೂ ನಿರಂತರ ಭಜನೆ ನಡೆದವು. ತಡರಾತ್ರಿವರೆಗೂ ವಿಠಲ ದೇವಾಲಯಗಳಲ್ಲಿ ಪೂಜೆ ನಡೆದವು. ಏಕಾದಶಿ ಅಂಗವಾಗಿ ಉಪವಾಸ ವ್ರತ ಕೈಗೊಂಡಿದ್ದ ಭಕ್ತರು ಫಲಾಹಾರಗಳನ್ನು ಸಮರ್ಪಿಸಿದರು. <box>1080 375 1482 541</box>
grant-byline: ಕನ್ನಡ ಜನಶ್ರೀ ಸುದ್ದಿ ಜಾಲ <box>1230 947 1332 962</box>
lead-body-col4-cont <box>661 511 839 716</box>
section-rule <box>437 1812 1490 1814</box>
column-divider <box>1069 728 1071 1810</box>
notice-body-col2: ಅಪಾಯ ಇದೆ' ಎಂದು ಅಧಿಕಾರಿಗಳು ತಿಳಿಸಿದ್ದಾರೆ. 'ಎರಡು ವರ್ಷಗಳ ಹಿಂದೆ ಮಳೆಗಾಲದಲ್ಲಿ ಧರೆ ಕುಸಿದ ಜಾಗವನ್ನು ಅಧಿಕಾರಿಗಳು ಪರಿಶೀಲಿಸಿ ತೆರಳಿದ್ದರು. ನಂತರ ಯಾವುದೇ ಕ್ರಮ ಕೈಗೊಂಡಿರಲಿಲ್ಲ. ಈ ಮಳೆಗಾಲದಲ್ಲಿ ಮತ್ತೆ ಬಂದು ಸುರಕ್ಷಿತ ಜಾಗಕ್ಕೆ ಸ್ಥಳಾಂತರಗೊಳ್ಳಲು ನೋಟಿಸ್ ನೀಡಿದ್ದಾರೆ. ಆತಂಕ ಹೆಚ್ಚಿದೆ' ಎಂದು ಗುಂಡಿಬೈಲ್ ನಿವಾಸಿ ನಾಗರಾಜ ಶೇಟ್ ಅಳಲು ತೋಡಿಕೊಂಡರು. 'ಮಳೆಗಾಲದಲ್ಲಿ ಸಂತ್ರಸ್ತರು ಯಾವ ಸುರಕ್ಷಿತ ಜಾಗ ನೋಡಿಕೊಳ್ಳಬೇಕು ಅಥವಾ ಸಂತ್ರಸ್ತರಾಗುವ ಕುಟುಂಬಗಳಿಗೆ ಸರ್ಕಾರದ ವತಿಯಿಂದ ಕಾಳಜಿ ಕೇಂದ್ರ ತೆರೆಯಲಾಗಿದೆಯೇ ಎನ್ನುವುದಕ್ಕೆ ಅಧಿಕಾರಿಗಳ ಬಳಿ ಉತ್ತರವಿಲ್ಲ. ಸಂತ್ರಸ್ತ ಕುಟುಂಬಗಳಿಗೆ ಶಾಶ್ವತ ಪರಿಹಾರ ಒದಗಿಸುವ ಬದಲಾಗಿ ನೋಟಿಸ್ ನೀಡಿ ಸರ್ಕಾರ ಮತ್ತು ಜಿಲ್ಲಾಡಳಿತ ಜವಾಬ್ದಾರಿಯಿಂದ ನುಣುಚಿಕೊಳ್ಳುತ್ತಿವೆ' ಎಂದು ದೂರಿದರು. 'ಗುಡ್ಡ ಕುಸಿತ ತಡೆಗಟ್ಟಲು ಅಥವಾ ಸಂತ್ರಸ್ತರಿಗೆ ಪುನರ್ವಸತಿ ಕಲ್ಪಿಸಲು ಸರ್ಕಾರ ಕ್ರಮ ಕೈಗೊಳ್ಳಬೇಕು. ಇಲ್ಲದಿದ್ದರೆ, ಸಾರ್ವಜನಿಕರು ಮೌನ ಪ್ರತಿಭಟನೆ ಎಂದು ಟೀಕೆ ಸಾರ್ವಜನಿಕ ವಲಯದಲ್ಲಿ ವ್ಯಕ್ತವಾಗಿದೆ. <box>1089 2015 1483 2181</box>
registration-mark: + <box>764 31 787 62</box>
murder-byline: ಕನ್ನಡ ಜನಶ್ರೀ ಸುದ್ದಿ ಜಾಲ <box>1230 1476 1332 1491</box>
practices-headline: ಅನಿಷ್ಟ ಪದ್ಧತಿಗಳಿಂದ ಹೊರಬನ್ನಿ <box>29 1536 333 1571</box>
lead-byline: ಕನ್ನಡ ಜನಶ್ರೀ ಸುದ್ದಿ ಜಾಲ <box>104 306 206 321</box>
retired-body-col3: ಅರಿವಿದ್ದರೆ ಗೀತಾಶ್ವಾಸ ಕೇಳುವುದರಿಂದ ಪ್ರಯೋಜನವಿಲ್ಲ. ವಿವೇಚನಾ ಶಕ್ತಿಯನ್ನು ಬೆಳೆಸಿಕೊಳ್ಳಬೇಕು. ಹೆಜ್ಜೆ ಗುರುತುಗಳನ್ನು ಉಳಿಸಿ ಹೋಗಬೇಕು' ಎಂದು ಸಲಹೆ ನೀಡಿದರು. ಸರ್ಕಾರಿ ನೌಕರರ ಸಂಘದ ಜಿಲ್ಲಾ ಘಟಕದ ಅಧ್ಯಕ್ಷ ವೀರೇಶ್ ಒಡೇನಪುರ, ನಿವೃತ್ತ ನೌಕರರ ಸಂಘದ ಪದಾಧಿಕಾರಿಗಳು ಉಪಸ್ಥಿತರಿದ್ದರು. ಹಿರಿಯರನ್ನು ಗೌರವಿಸುವುದು ನಮ್ಮ ಸಂಸ್ಕೃತಿ. ಸಮಾಜದಲ್ಲಿ ನಿವೃತ್ತರ ಅನುಭವ ಬಳಕೆಯಾಗಬೇಕು. ಸರ್ಕಾರ ನಿವೃತ್ತರ ಸೌಲಭ್ಯಗಳ ಕಡೆ ಗಮನ ಹರಿಸಬೇಕು' ಎಂದು ಮಲ್ಲಿಕಾರ್ಜುನ್ ಸಲಹೆ ನೀಡಿದರು. <box>863 1550 1064 1716</box>
press-day-group-photo <box>289 309 839 504</box>
equipment-distribution-photo <box>656 847 1064 1023</box>
notice-kicker: ಪ್ರಾಥಮಿಕ ಹಂತದ ಸಮೀಕ್ಷೆಯಲ್ಲಿ 12ಕ್ಕೂ ಹೆಚ್ಚು ಗ್ರಾಮ ಪಂಚಾಯಿತಿಗಳ ಸುಮಾರು 300 ಮನೆಗಳು ಭೂ ಕುಸಿತದ ಅಪಾಯ । ಸುರಕ್ಷಿತ ಜಾಗಗೆ ಸ್ಥಳಾಂತರಕ್ಕೆ ಮನವರಿಕೆ <box>469 1823 1458 1893</box>
section-rule <box>1071 1389 1490 1391</box>
